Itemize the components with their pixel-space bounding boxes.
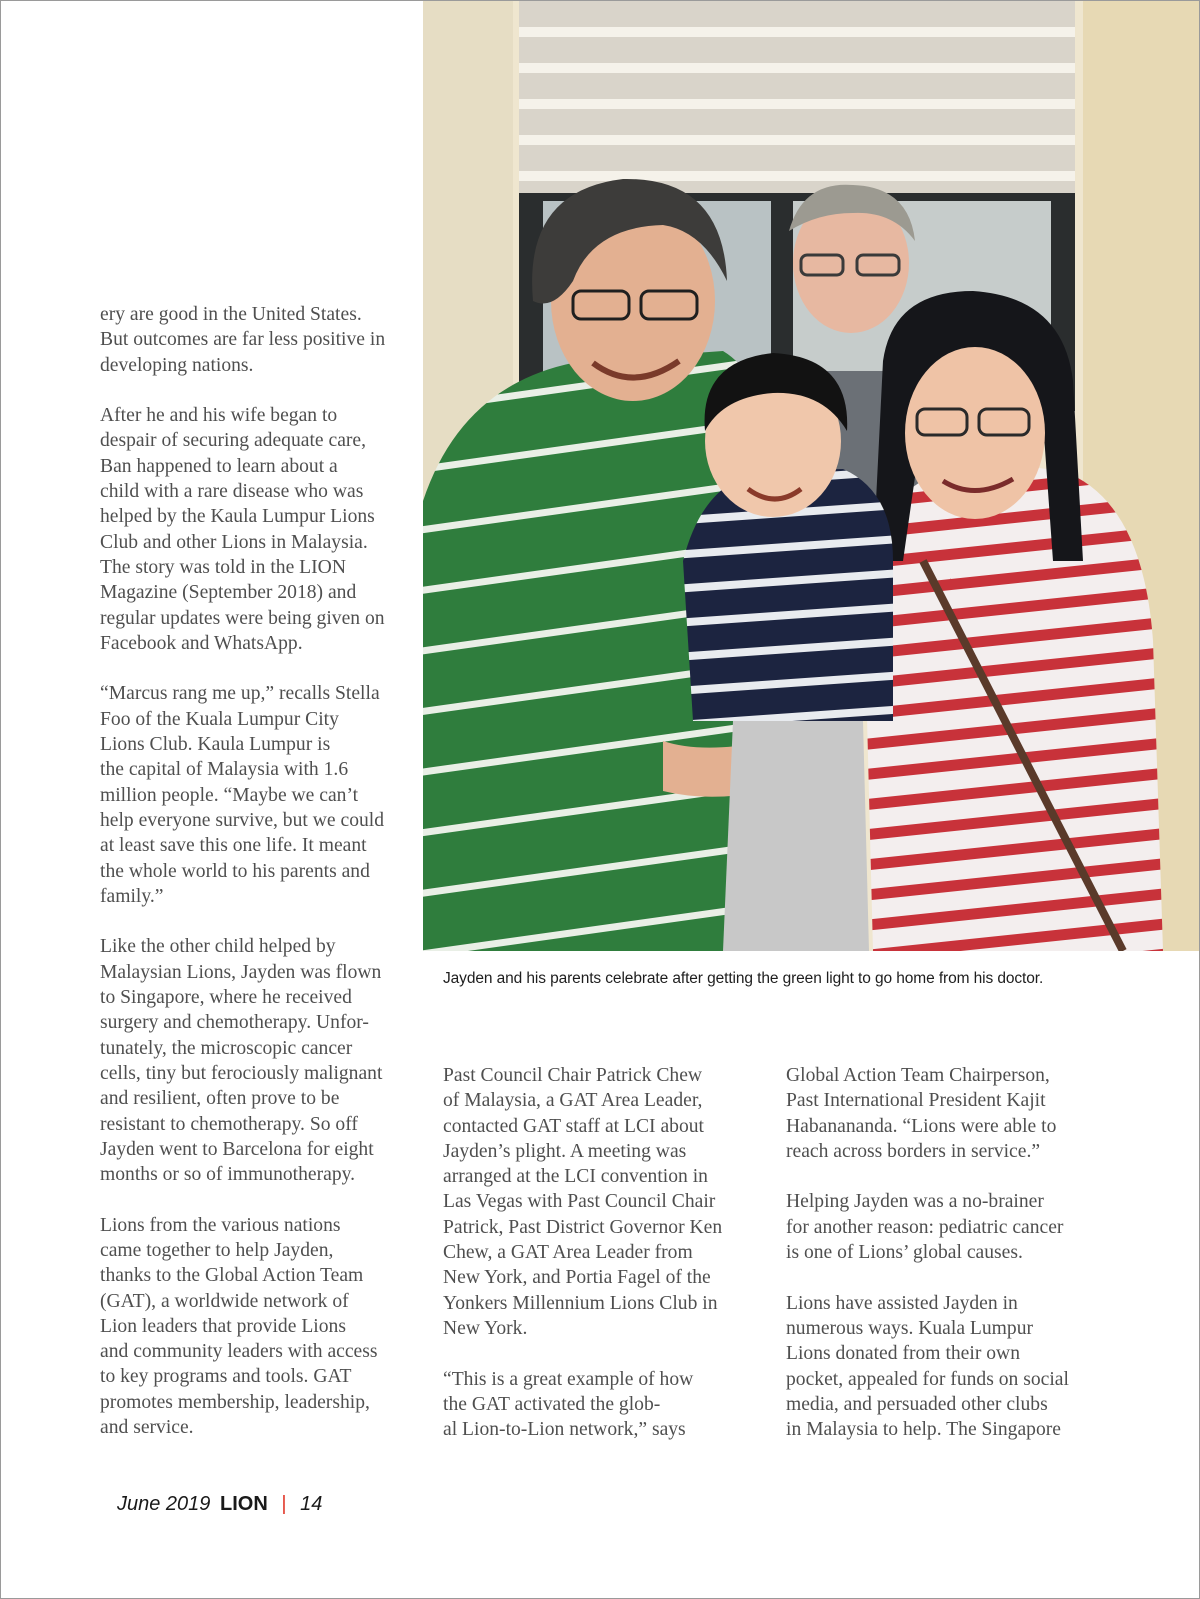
photo-caption: Jayden and his parents celebrate after getting the green light to go home from his doctor. bbox=[443, 970, 1044, 987]
window-blinds bbox=[519, 1, 1075, 199]
middle-paragraph-1: Past Council Chair Patrick Chew of Malaysia, a GAT Area Leader, contacted GAT staff at LCI about Jayden’s plight. A meeting was arranged at the LCI convention in Las Vegas with Past Council Chair Patrick, Past District Governor Ken Chew, a GAT Area Leader from New York, and Portia Fagel of the Yonkers Millennium Lions Club in New York. bbox=[443, 1065, 723, 1339]
right-column bbox=[786, 1063, 1106, 1442]
footer-separator: | bbox=[281, 1493, 287, 1515]
footer-issue-date: June 2019 bbox=[117, 1493, 211, 1515]
left-paragraph-1: ery are good in the United States. But outcomes are far less positive in developing nations. bbox=[100, 304, 386, 376]
left-paragraph-3: “Marcus rang me up,” recalls Stella Foo of the Kuala Lumpur City Lions Club. Kaula Lumpur is the capital of Malaysia with 1.6 million people. “Maybe we can’t help everyone survive, but we could at least save this one life. It meant the whole world to his parents and family.” bbox=[100, 683, 385, 907]
right-paragraph-3: Lions have assisted Jayden in numerous ways. Kuala Lumpur Lions donated from their own pocket, appealed for funds on social media, and persuaded other clubs in Malaysia to help. The Singapore bbox=[786, 1292, 1069, 1441]
family-photo-illustration bbox=[423, 1, 1199, 951]
child-pants bbox=[723, 721, 869, 951]
left-paragraph-4: Like the other child helped by Malaysian Lions, Jayden was flown to Singapore, where he received surgery and chemotherapy. Unfor- tunately, the microscopic cancer cells, tiny but ferociously malignant and resilient, often prove to be resistant to chemotherapy. So off Jayden went to Barcelona for eight months or so of immunotherapy. bbox=[100, 936, 383, 1186]
family-photo bbox=[423, 1, 1199, 951]
right-paragraph-1: Global Action Team Chairperson, Past International President Kajit Habanananda. “Lions were able to reach across borders in service.” bbox=[786, 1065, 1057, 1162]
footer-magazine-name: LION bbox=[219, 1493, 268, 1515]
right-paragraph-2: Helping Jayden was a no-brainer for another reason: pediatric cancer is one of Lions’ global causes. bbox=[786, 1191, 1064, 1264]
woman-striped-shirt bbox=[863, 461, 1163, 951]
page-footer bbox=[117, 1493, 322, 1516]
middle-paragraph-2: “This is a great example of how the GAT activated the glob- al Lion-to-Lion network,” says bbox=[443, 1368, 694, 1441]
middle-column bbox=[443, 1063, 763, 1442]
left-paragraph-2: After he and his wife began to despair of securing adequate care, Ban happened to learn about a child with a rare disease who was helped by the Kaula Lumpur Lions Club and other Lions in Malaysia. The story was told in the LION Magazine (September 2018) and regular updates were being given on Facebook and WhatsApp. bbox=[100, 405, 385, 654]
left-column bbox=[100, 302, 410, 1440]
footer-page-number: 14 bbox=[300, 1493, 323, 1515]
left-paragraph-5: Lions from the various nations came together to help Jayden, thanks to the Global Action Team (GAT), a worldwide network of Lion leaders that provide Lions and community leaders with access to key programs and tools. GAT promotes membership, leadership, and service. bbox=[100, 1214, 378, 1439]
